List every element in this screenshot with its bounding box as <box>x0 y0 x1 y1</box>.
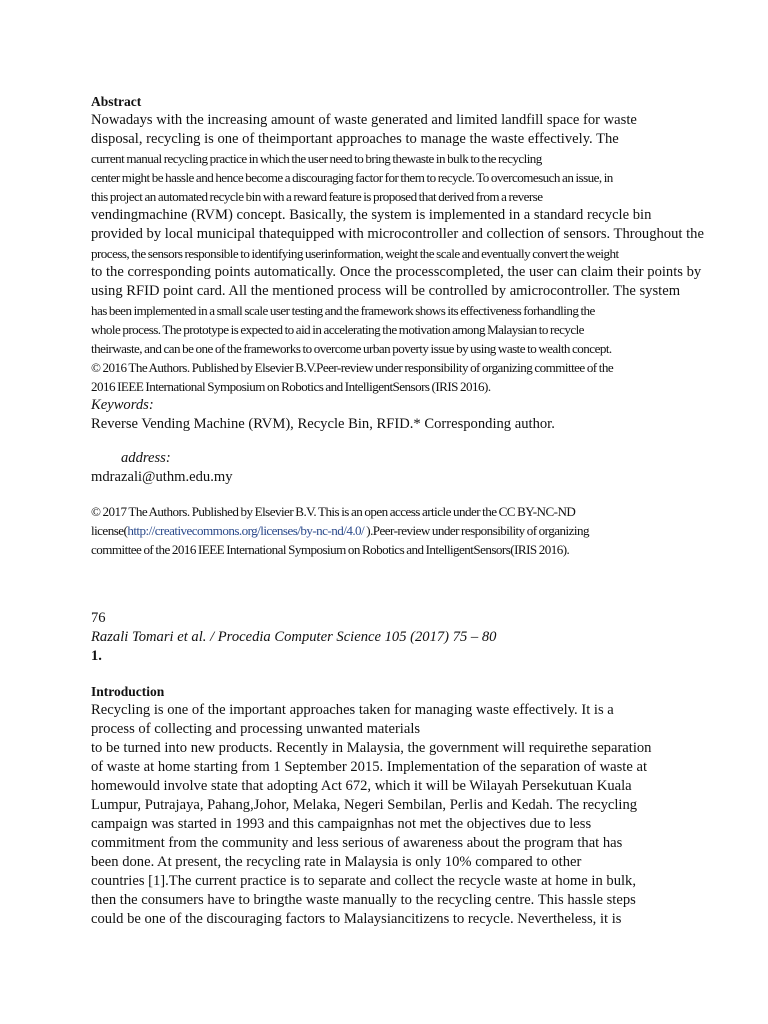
introduction-line: homewould involve state that adopting Act 672, which it will be Wilayah Persekutuan Kuala <box>91 778 632 794</box>
introduction-section <box>91 682 683 929</box>
copyright-2016-line: © 2016 The Authors. Published by Elsevier B.V.Peer-review under responsibility of organizing committee of the <box>91 360 614 375</box>
abstract-line: Nowadays with the increasing amount of waste generated and limited landfill space for waste <box>91 112 637 128</box>
license-suffix: ).Peer-review under responsibility of organizing <box>364 523 589 538</box>
abstract-line: current manual recycling practice in which the user need to bring thewaste in bulk to the recycling <box>91 151 542 166</box>
section-number: 1. <box>91 648 102 664</box>
abstract-line: disposal, recycling is one of theimportant approaches to manage the waste effectively. The <box>91 131 619 147</box>
abstract-line: center might be hassle and hence become a discouraging factor for them to recycle. To overcomesuch an issue, in <box>91 170 613 185</box>
introduction-line: process of collecting and processing unwanted materials <box>91 721 421 737</box>
abstract-line: process, the sensors responsible to identifying userinformation, weight the scale and eventually convert the weight <box>91 246 619 261</box>
abstract-line: whole process. The prototype is expected to aid in accelerating the motivation among Malaysian to recycle <box>91 322 584 337</box>
abstract-line: vendingmachine (RVM) concept. Basically, the system is implemented in a standard recycle bin <box>91 207 652 223</box>
abstract-line: using RFID point card. All the mentioned process will be controlled by amicrocontroller. The system <box>91 283 681 299</box>
running-header <box>91 609 683 666</box>
copyright-2016-line: 2016 IEEE International Symposium on Robotics and IntelligentSensors (IRIS 2016). <box>91 379 491 394</box>
abstract-line: to the corresponding points automatically. Once the processcompleted, the user can claim their points by <box>91 264 702 280</box>
introduction-line: then the consumers have to bringthe waste manually to the recycling centre. This hassle steps <box>91 892 636 908</box>
copyright-2017-line: © 2017 The Authors. Published by Elsevier B.V. This is an open access article under the CC BY-NC-ND <box>91 504 576 519</box>
introduction-heading: Introduction <box>91 684 165 699</box>
introduction-line: to be turned into new products. Recently in Malaysia, the government will requirethe separation <box>91 740 652 756</box>
email-address: mdrazali@uthm.edu.my <box>91 469 233 485</box>
introduction-line: campaign was started in 1993 and this campaignhas not met the objectives due to less <box>91 816 592 832</box>
abstract-heading: Abstract <box>91 94 142 109</box>
copyright-2017-block <box>91 502 683 559</box>
introduction-line: could be one of the discouraging factors to Malaysiancitizens to recycle. Nevertheless, it is <box>91 911 622 927</box>
keywords-text: Reverse Vending Machine (RVM), Recycle Bin, RFID.* Corresponding author. <box>91 416 555 432</box>
license-link[interactable]: http://creativecommons.org/licenses/by-nc-nd/4.0/ <box>127 523 365 538</box>
abstract-line: theirwaste, and can be one of the frameworks to overcome urban poverty issue by using waste to wealth concept. <box>91 341 612 356</box>
copyright-2017-line: committee of the 2016 IEEE International Symposium on Robotics and IntelligentSensors(IRIS 2016). <box>91 542 570 557</box>
introduction-line: Lumpur, Putrajaya, Pahang,Johor, Melaka, Negeri Sembilan, Perlis and Kedah. The recycling <box>91 797 638 813</box>
introduction-line: of waste at home starting from 1 September 2015. Implementation of the separation of waste at <box>91 759 648 775</box>
copyright-2016-block <box>91 358 683 434</box>
introduction-line: Recycling is one of the important approaches taken for managing waste effectively. It is a <box>91 702 614 718</box>
address-block <box>91 449 683 487</box>
introduction-line: commitment from the community and less serious of awareness about the program that has <box>91 835 623 851</box>
copyright-2017-license-line <box>91 521 683 540</box>
license-prefix: license( <box>91 523 128 538</box>
page-number: 76 <box>91 610 106 626</box>
introduction-line: been done. At present, the recycling rate in Malaysia is only 10% compared to other <box>91 854 582 870</box>
keywords-label: Keywords: <box>91 397 154 413</box>
abstract-line: this project an automated recycle bin with a reward feature is proposed that derived from a reverse <box>91 189 543 204</box>
abstract-line: has been implemented in a small scale user testing and the framework shows its effectiveness forhandling the <box>91 303 595 318</box>
introduction-line: countries [1].The current practice is to separate and collect the recycle waste at home in bulk, <box>91 873 636 889</box>
abstract-section <box>91 92 704 358</box>
address-label: address: <box>121 450 171 466</box>
citation-line: Razali Tomari et al. / Procedia Computer Science 105 (2017) 75 – 80 <box>91 629 497 645</box>
abstract-line: provided by local municipal thatequipped with microcontroller and collection of sensors. Throughout the <box>91 226 704 242</box>
